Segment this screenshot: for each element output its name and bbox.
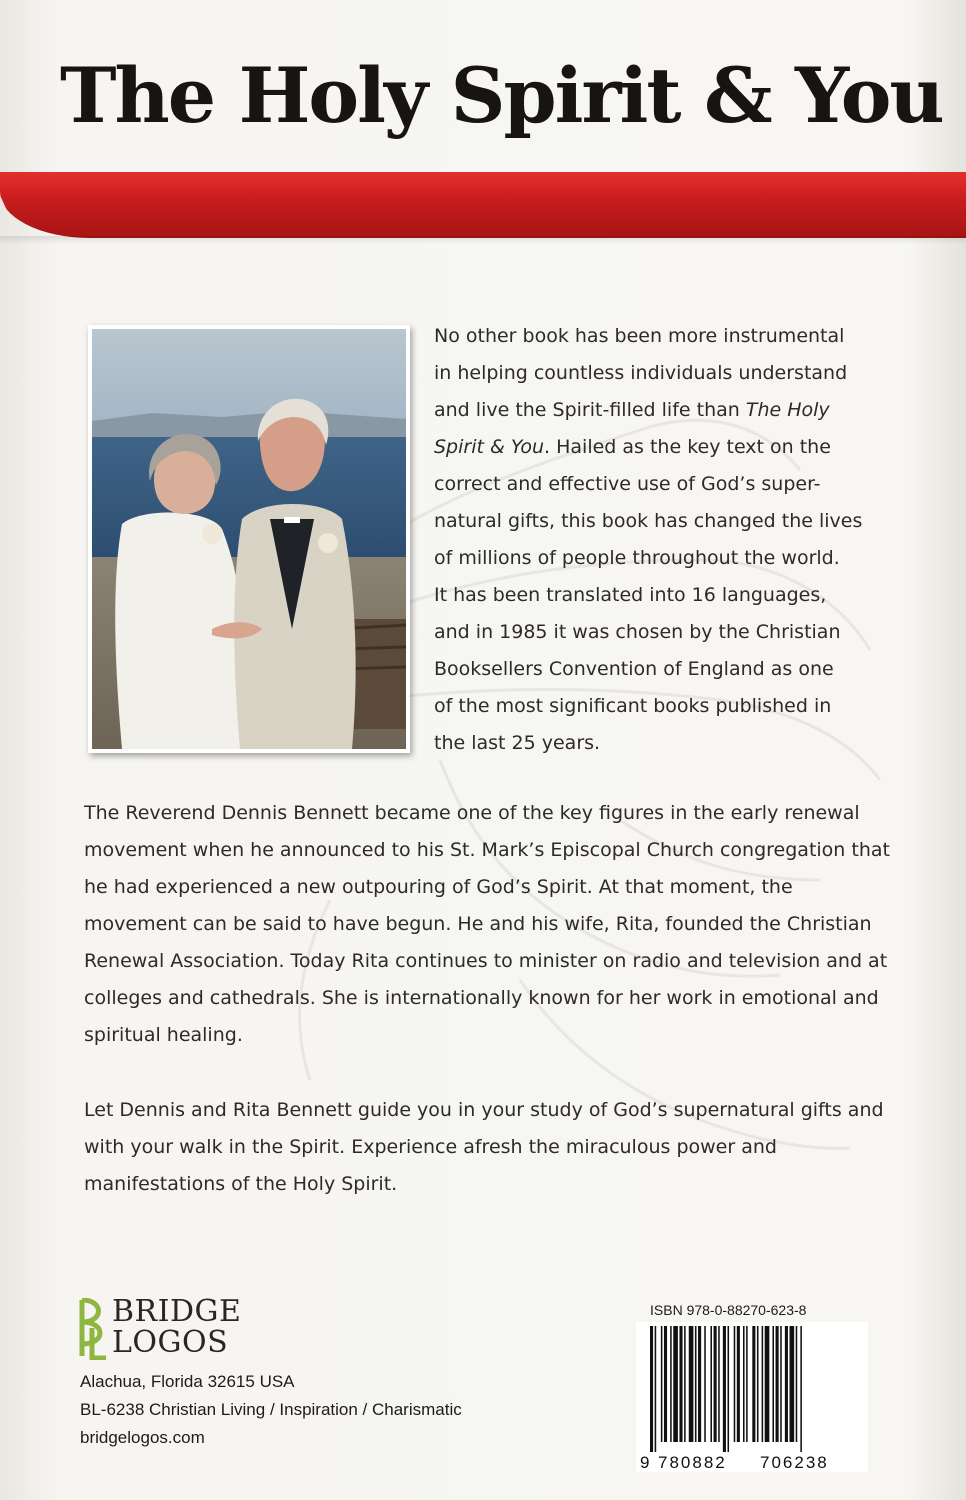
logo-line-bridge: BRIDGE <box>112 1294 242 1329</box>
intro-line: and in 1985 it was chosen by the Christian <box>434 621 841 643</box>
barcode-digits-left: 780882 <box>658 1453 727 1472</box>
barcode-lead-digit: 9 <box>640 1453 650 1472</box>
barcode-bar <box>704 1326 706 1442</box>
intro-line: in helping countless individuals understand <box>434 362 848 384</box>
barcode-icon <box>636 1322 868 1472</box>
barcode-bar <box>780 1326 782 1442</box>
author-photo <box>88 325 410 753</box>
barcode-digits-right: 706238 <box>760 1453 829 1472</box>
barcode-bar <box>673 1326 678 1442</box>
barcode-bar <box>714 1326 717 1442</box>
catalog-line: BL-6238 Christian Living / Inspiration / Charismatic <box>80 1400 462 1419</box>
barcode-bar <box>776 1326 779 1442</box>
publisher-website: bridgelogos.com <box>80 1428 205 1447</box>
barcode-bar <box>718 1326 720 1442</box>
barcode-bar <box>684 1326 686 1442</box>
band-shadow <box>0 236 966 244</box>
barcode-bar <box>689 1326 694 1442</box>
intro-line: No other book has been more instrumental <box>434 325 845 347</box>
barcode-bar <box>743 1326 745 1442</box>
barcode-bar <box>710 1326 712 1442</box>
logo-line-logos: LOGOS <box>112 1325 229 1360</box>
barcode-bar <box>728 1326 730 1452</box>
isbn-barcode <box>636 1322 868 1472</box>
barcode-bar <box>737 1326 740 1442</box>
intro-line-text: . Hailed as the key text on the <box>544 436 831 458</box>
intro-line: of millions of people throughout the world. <box>434 547 840 569</box>
author-bio-paragraph: The Reverend Dennis Bennett became one of the key figures in the early renewal movement when he announced to his St. Mark’s Episcopal Church congregation that he had experienced a new outpouring of God’s Spirit. At that moment, the movement can be said to have begun. He and his wife, Rita, founded the Christian Renewal Association. Today Rita continues to minister on radio and television and at colleges and cathedrals. She is internationally known for her work in emotional and spiritual healing. <box>84 802 890 1046</box>
barcode-bar <box>695 1326 697 1442</box>
intro-title-italic: Spirit & You <box>434 436 545 458</box>
author-photo-image <box>92 329 406 749</box>
barcode-bar <box>800 1326 802 1452</box>
barcode-bar <box>796 1326 798 1442</box>
intro-line: natural gifts, this book has changed the lives <box>434 510 863 532</box>
intro-title-italic: The Holy <box>745 399 830 421</box>
intro-line-text: and live the Spirit-filled life than <box>434 399 740 421</box>
intro-line: of the most significant books published in <box>434 695 832 717</box>
barcode-bar <box>757 1326 759 1442</box>
closing-paragraph: Let Dennis and Rita Bennett guide you in your study of God’s supernatural gifts and with your walk in the Spirit. Experience afresh the miraculous power and manifestations of the Holy Spirit. <box>84 1099 884 1195</box>
barcode-bar <box>679 1326 682 1442</box>
barcode-bar <box>655 1326 657 1452</box>
barcode-bar <box>762 1326 764 1442</box>
intro-line: the last 25 years. <box>434 732 601 754</box>
red-swoosh-band <box>0 172 966 238</box>
intro-paragraph <box>434 318 884 762</box>
intro-line: It has been translated into 16 languages, <box>434 584 827 606</box>
barcode-bar <box>723 1326 726 1452</box>
publisher-address: Alachua, Florida 32615 USA <box>80 1372 295 1391</box>
intro-line: Booksellers Convention of England as one <box>434 658 834 680</box>
barcode-bar <box>734 1326 736 1442</box>
bridge-logos-mark-icon <box>78 1298 108 1360</box>
barcode-bar <box>752 1326 755 1442</box>
intro-line: correct and effective use of God’s super- <box>434 473 821 495</box>
book-title: The Holy Spirit & You <box>60 51 943 140</box>
intro-line <box>434 429 884 466</box>
barcode-bar <box>772 1326 774 1442</box>
publisher-logo-text <box>112 1296 241 1358</box>
barcode-bar <box>790 1326 795 1442</box>
barcode-bar <box>664 1326 667 1442</box>
intro-line <box>434 392 884 429</box>
barcode-bar <box>650 1326 653 1452</box>
barcode-bar <box>746 1326 748 1442</box>
barcode-bar <box>670 1326 672 1442</box>
barcode-bar <box>698 1326 701 1442</box>
isbn-label: ISBN 978-0-88270-623-8 <box>650 1302 807 1318</box>
barcode-bar <box>785 1326 788 1442</box>
barcode-bar <box>765 1326 770 1442</box>
barcode-bar <box>661 1326 663 1442</box>
